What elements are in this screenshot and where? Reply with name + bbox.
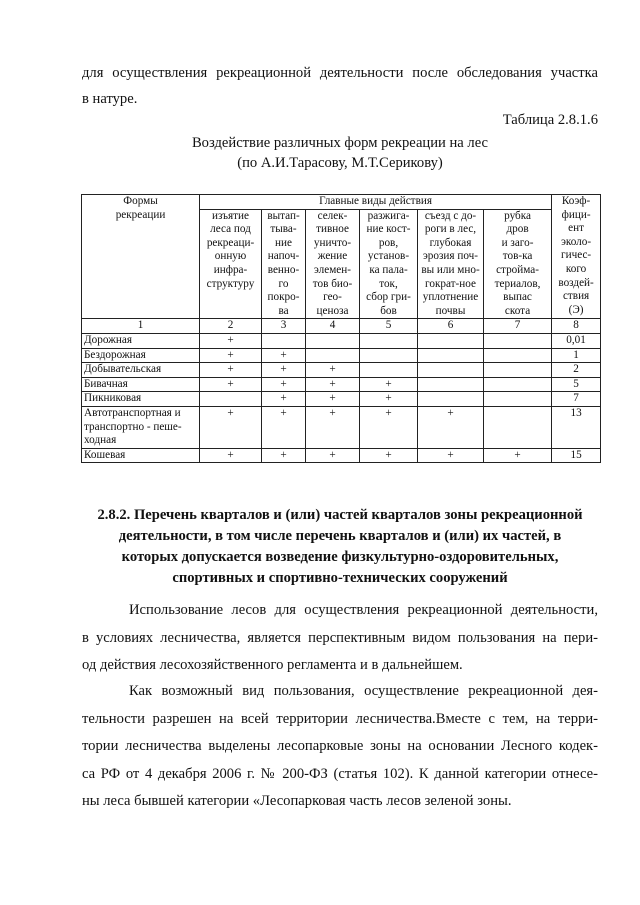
subheader-line: ние [275, 236, 292, 249]
subheader-line: рубка [504, 209, 531, 222]
subheader-line: тов-ка [502, 250, 533, 263]
subheader-line: рекреаци- [206, 236, 255, 249]
coefficient-value: 7 [552, 392, 601, 407]
header-coefficient-line: фици- [561, 208, 591, 221]
recreation-form-name [82, 363, 200, 378]
subheader-line: тыва- [270, 223, 297, 236]
subheader-action-5 [418, 209, 484, 319]
impact-mark: + [306, 377, 360, 392]
table-caption [82, 133, 598, 173]
subheader-line: разжига- [367, 209, 410, 222]
paragraph-line: ны леса бывшей категории «Лесопарковая часть лесов зеленой зоны. [82, 793, 512, 809]
coefficient-value: 5 [552, 377, 601, 392]
header-coefficient-line: кого [565, 262, 587, 275]
table-number: Таблица 2.8.1.6 [502, 112, 598, 128]
header-coefficient-line: ент [568, 222, 584, 235]
header-coefficient [552, 195, 601, 319]
impact-mark [306, 348, 360, 363]
subheader-line: ценоза [316, 304, 349, 317]
subheader-line: эрозия поч- [423, 250, 478, 263]
subheader-line: съезд с до- [424, 209, 477, 222]
impact-mark [418, 377, 484, 392]
column-number: 6 [418, 319, 484, 334]
impact-mark [418, 363, 484, 378]
paragraph-line: Как возможный вид пользования, осуществление рекреационной дея- [129, 683, 598, 699]
subheader-line: ка пала- [369, 263, 408, 276]
subheader-line: го [278, 277, 289, 290]
subheader-line: уничто- [313, 236, 352, 249]
recreation-form-name-line: Пикниковая [84, 392, 142, 405]
impact-mark [200, 392, 262, 407]
header-coefficient-line: воздей- [558, 276, 594, 289]
impact-mark: + [200, 448, 262, 463]
table-row [82, 377, 601, 392]
recreation-form-name-line: Кошевая [84, 448, 126, 461]
subheader-line: уплотнение [422, 291, 479, 304]
subheader-line: изъятие [212, 209, 249, 222]
subheader-line: скота [504, 304, 531, 317]
subheader-line: сбор гри- [366, 291, 411, 304]
impact-mark: + [306, 406, 360, 448]
subheader-line: структуру [206, 277, 255, 290]
subheader-line: вытап- [267, 209, 300, 222]
section-heading-line: деятельности, в том числе перечень кварталов и (или) их частей, в [118, 528, 562, 544]
header-coefficient-line: (Э) [568, 303, 584, 316]
table-caption-title: Воздействие различных форм рекреации на лес [191, 135, 489, 151]
recreation-form-name-line: Дорожная [84, 333, 132, 346]
table-row [82, 333, 601, 348]
table-row [82, 363, 601, 378]
header-coefficient-line: эколо- [561, 235, 592, 248]
section-heading-line: спортивных и спортивно-технических сооружений [172, 570, 508, 586]
subheader-line: селек- [317, 209, 348, 222]
subheader-line: тов био- [312, 277, 353, 290]
subheader-action-4 [360, 209, 418, 319]
subheader-line: ние кост- [366, 223, 411, 236]
subheader-line: элемен- [314, 263, 351, 276]
coefficient-value: 0,01 [552, 333, 601, 348]
impact-mark [418, 348, 484, 363]
paragraph-line: тории лесничества выделены лесопарковые зоны на основании Лесного кодек- [82, 738, 598, 754]
recreation-form-name [82, 348, 200, 363]
impact-mark: + [306, 392, 360, 407]
subheader-line: ток, [379, 277, 398, 290]
subheader-line: установ- [367, 250, 410, 263]
subheader-action-1 [200, 209, 262, 319]
header-coefficient-line: гичес- [561, 249, 592, 262]
header-forms [82, 195, 200, 319]
header-coefficient-line: ствия [562, 290, 590, 303]
subheader-line: териалов, [494, 277, 541, 290]
subheader-line: онную [214, 250, 247, 263]
subheader-line: тивное [316, 223, 349, 236]
impact-mark: + [262, 448, 306, 463]
paragraph-line: са РФ от 4 декабря 2006 г. № 200-ФЗ (статья 102). К данной категории отнесе- [82, 765, 598, 782]
intro-line: для осуществления рекреационной деятельности после обследования участка [82, 65, 598, 81]
subheader-action-6 [484, 209, 552, 319]
column-number: 4 [306, 319, 360, 334]
paragraph-line: в условиях лесничества, является перспективным видом пользования на пери- [82, 629, 598, 646]
paragraph-line: од действия лесохозяйственного регламента и в дальнейшем. [82, 657, 463, 673]
header-forms-line: Формы [123, 195, 158, 207]
impact-mark: + [484, 448, 552, 463]
impact-mark: + [306, 363, 360, 378]
impact-mark: + [262, 377, 306, 392]
impact-mark: + [200, 377, 262, 392]
impact-mark: + [200, 333, 262, 348]
intro-paragraph [82, 60, 598, 112]
impact-mark: + [262, 348, 306, 363]
column-number: 5 [360, 319, 418, 334]
subheader-line: и заго- [501, 236, 534, 249]
column-number: 7 [484, 319, 552, 334]
subheader-line: ров, [378, 236, 399, 249]
subheader-line: роги в лес, [424, 223, 477, 236]
impact-mark: + [418, 448, 484, 463]
subheader-line: напоч- [267, 250, 300, 263]
paragraph-1 [82, 597, 598, 680]
column-number: 1 [82, 319, 200, 334]
column-number: 3 [262, 319, 306, 334]
header-main-actions: Главные виды действия [200, 195, 552, 210]
recreation-form-name-line: Автотранспортная и [84, 406, 181, 419]
subheader-line: венно- [267, 263, 300, 276]
impact-mark: + [262, 406, 306, 448]
impact-mark: + [418, 406, 484, 448]
subheader-line: гео- [323, 291, 342, 304]
subheader-line: бов [380, 304, 397, 317]
impact-mark [262, 333, 306, 348]
impact-mark: + [360, 392, 418, 407]
impact-mark [360, 348, 418, 363]
subheader-line: глубокая [429, 236, 472, 249]
table-row [82, 448, 601, 463]
impact-mark: + [200, 406, 262, 448]
subheader-line: ва [278, 304, 289, 317]
impact-mark [360, 363, 418, 378]
recreation-form-name-line: Бездорожная [84, 348, 146, 361]
recreation-form-name [82, 333, 200, 348]
section-heading [82, 505, 598, 589]
impact-mark [306, 333, 360, 348]
coefficient-value: 2 [552, 363, 601, 378]
impact-mark [418, 392, 484, 407]
impact-mark: + [360, 377, 418, 392]
table-row [82, 406, 601, 448]
impact-mark: + [200, 348, 262, 363]
impact-mark: + [262, 363, 306, 378]
recreation-form-name-line: ходная [84, 434, 117, 447]
recreation-form-name-line: транспортно - пеше- [84, 420, 182, 433]
paragraph-2 [82, 678, 598, 816]
table-caption-source: (по А.И.Тарасову, М.Т.Серикову) [237, 155, 443, 171]
impact-mark [484, 363, 552, 378]
subheader-line: дров [506, 223, 529, 236]
recreation-form-name [82, 392, 200, 407]
impact-mark [484, 392, 552, 407]
recreation-form-name-line: Добывательская [84, 363, 162, 376]
subheader-line: выпас [503, 291, 532, 304]
impact-mark: + [306, 448, 360, 463]
impact-mark [484, 348, 552, 363]
recreation-form-name [82, 377, 200, 392]
section-heading-line: 2.8.2. Перечень кварталов и (или) частей кварталов зоны рекреационной [97, 507, 583, 523]
impact-mark [484, 377, 552, 392]
section-heading-line: которых допускается возведение физкультурно-оздоровительных, [121, 549, 559, 565]
impact-mark: + [360, 448, 418, 463]
subheader-line: гократ-ное [425, 277, 476, 290]
header-forms-line: рекреации [115, 208, 166, 221]
subheader-action-3 [306, 209, 360, 319]
column-number: 8 [552, 319, 601, 334]
impact-mark [484, 406, 552, 448]
coefficient-value: 1 [552, 348, 601, 363]
impact-mark [360, 333, 418, 348]
recreation-impact-table [81, 194, 601, 463]
impact-mark: + [262, 392, 306, 407]
subheader-line: вы или мно- [421, 263, 480, 276]
subheader-line: покро- [267, 291, 300, 304]
intro-line: в натуре. [82, 91, 138, 107]
impact-mark: + [200, 363, 262, 378]
impact-mark [484, 333, 552, 348]
coefficient-value: 15 [552, 448, 601, 463]
subheader-line: инфра- [213, 263, 248, 276]
subheader-line: жение [317, 250, 348, 263]
subheader-action-2 [262, 209, 306, 319]
impact-mark: + [360, 406, 418, 448]
table-row [82, 348, 601, 363]
subheader-line: леса под [210, 223, 251, 236]
recreation-form-name-line: Бивачная [84, 377, 128, 390]
paragraph-line: тельности разрешен на всей территории лесничества.Вместе с тем, на терри- [82, 710, 598, 727]
subheader-line: почвы [435, 304, 466, 317]
impact-mark [418, 333, 484, 348]
recreation-form-name [82, 448, 200, 463]
table-row [82, 392, 601, 407]
subheader-line: стройма- [496, 263, 539, 276]
coefficient-value: 13 [552, 406, 601, 448]
recreation-form-name [82, 406, 200, 448]
header-coefficient-line: Коэф- [561, 195, 591, 207]
paragraph-line: Использование лесов для осуществления рекреационной деятельности, [129, 602, 598, 618]
column-number: 2 [200, 319, 262, 334]
